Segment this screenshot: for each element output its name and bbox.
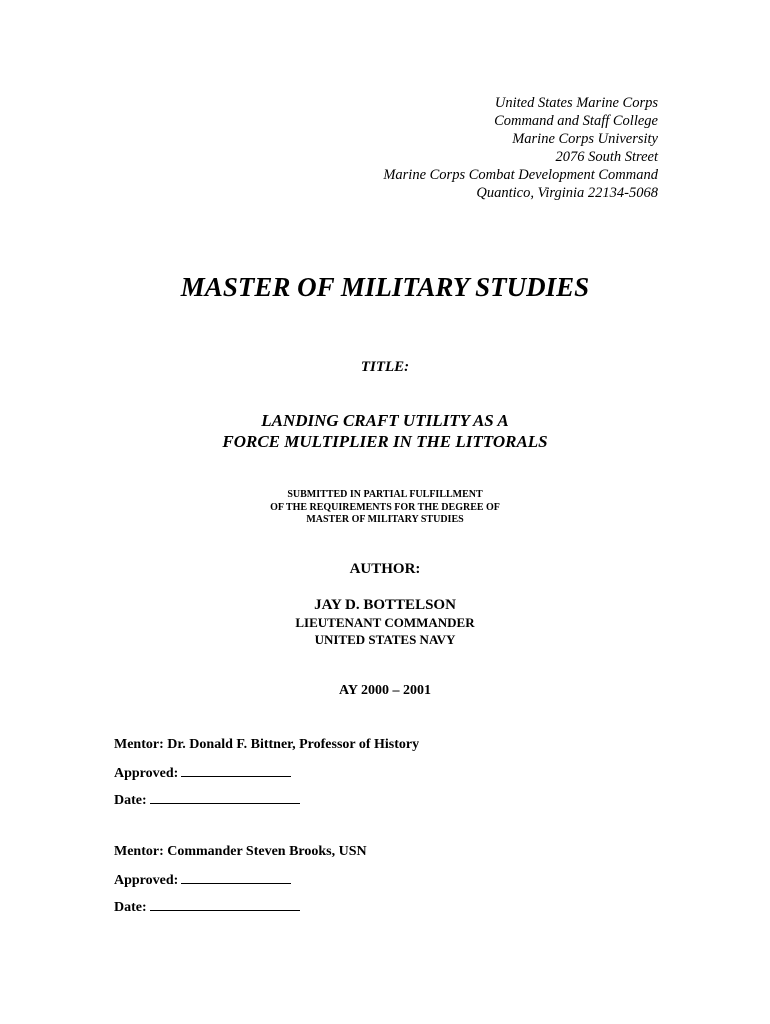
title-label: TITLE: (360, 359, 410, 375)
address-line: Marine Corps University (512, 131, 658, 147)
author-label: AUTHOR: (349, 561, 421, 577)
approved-line (114, 870, 367, 897)
date-line (114, 897, 367, 924)
date-blank (150, 790, 300, 804)
date-label: Date: (114, 900, 147, 915)
mentor-signoff (114, 736, 419, 817)
address-line: United States Marine Corps (494, 95, 658, 111)
submission-statement (0, 489, 770, 527)
approved-label: Approved: (114, 873, 179, 888)
approved-signature-blank (181, 763, 291, 777)
institution-address (383, 94, 658, 202)
approved-label: Approved: (114, 766, 179, 781)
date-line (114, 790, 419, 817)
date-label: Date: (114, 793, 147, 808)
address-line: Command and Staff College (494, 113, 658, 129)
address-line: Marine Corps Combat Development Command (383, 167, 658, 183)
submission-line: SUBMITTED IN PARTIAL FULFILLMENT (287, 489, 483, 500)
mentor-line: Mentor: Commander Steven Brooks, USN (114, 844, 367, 859)
author-rank: LIEUTENANT COMMANDER (295, 615, 475, 630)
submission-line: MASTER OF MILITARY STUDIES (306, 514, 464, 525)
author-block (0, 597, 770, 648)
mentor-line: Mentor: Dr. Donald F. Bittner, Professor of History (114, 737, 420, 752)
thesis-title (0, 410, 770, 452)
address-line: 2076 South Street (555, 149, 658, 165)
academic-year: AY 2000 – 2001 (339, 683, 431, 698)
thesis-title-line: FORCE MULTIPLIER IN THE LITTORALS (222, 432, 548, 451)
address-line: Quantico, Virginia 22134-5068 (476, 185, 658, 201)
mentor-signoff (114, 843, 367, 924)
degree-title: MASTER OF MILITARY STUDIES (180, 272, 590, 302)
approved-line (114, 763, 419, 790)
author-service: UNITED STATES NAVY (314, 632, 456, 647)
date-blank (150, 897, 300, 911)
thesis-title-line: LANDING CRAFT UTILITY AS A (261, 411, 509, 430)
submission-line: OF THE REQUIREMENTS FOR THE DEGREE OF (270, 501, 500, 513)
author-name: JAY D. BOTTELSON (314, 597, 456, 613)
approved-signature-blank (181, 870, 291, 884)
